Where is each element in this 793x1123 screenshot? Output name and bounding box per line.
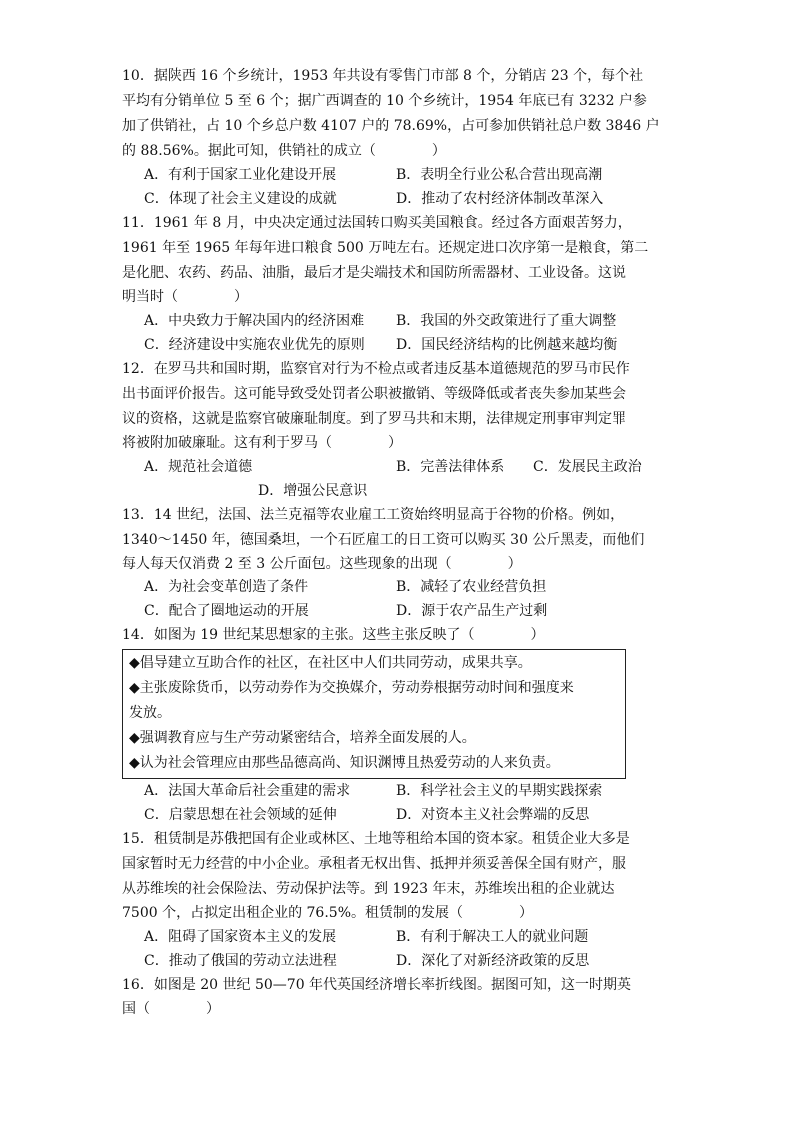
question-10-option-a[interactable]: A．有利于国家工业化建设开展: [144, 167, 337, 183]
question-11-option-a[interactable]: A．中央致力于解决国内的经济困难: [144, 313, 365, 329]
question-15-option-b[interactable]: B．有利于解决工人的就业问题: [396, 929, 589, 945]
question-13-line-1: 13．14 世纪，法国、法兰克福等农业雇工工资始终明显高于谷物的价格。例如，: [122, 507, 625, 523]
question-11-line-2: 1961 年至 1965 年每年进口粮食 500 万吨左右。还规定进口次序第一是粮食，第二: [122, 240, 649, 256]
question-11-option-d[interactable]: D．国民经济结构的比例越来越均衡: [396, 337, 618, 353]
question-11-line-3: 是化肥、农药、药品、油脂，最后才是尖端技术和国防所需器材、工业设备。这说: [122, 265, 626, 281]
question-10-line-2: 平均有分销单位 5 至 6 个；据广西调查的 10 个乡统计，1954 年底已有 3232 户参: [122, 93, 647, 109]
question-15-line-2: 国家暂时无力经营的中小企业。承租者无权出售、抵押并须妥善保全国有财产，服: [122, 856, 626, 872]
question-12-line-3: 议的资格，这就是监察官破廉耻制度。到了罗马共和末期，法律规定刑事审判定罪: [122, 411, 626, 427]
question-12-line-1: 12．在罗马共和国时期，监察官对行为不检点或者违反基本道德规范的罗马市民作: [122, 361, 630, 377]
question-16-line-1: 16．如图是 20 世纪 50—70 年代英国经济增长率折线图。据图可知，这一时期英: [122, 977, 632, 993]
question-10-line-4: 的 88.56%。据此可知，供销社的成立（ ）: [122, 143, 446, 159]
question-15-line-4: 7500 个，占拟定出租企业的 76.5%。租赁制的发展（ ）: [122, 905, 534, 921]
question-13-option-a[interactable]: A．为社会变革创造了条件: [144, 579, 309, 595]
materials-line-1: ◆倡导建立互助合作的社区，在社区中人们共同劳动，成果共享。: [129, 655, 532, 671]
question-10-option-b[interactable]: B．表明全行业公私合营出现高潮: [396, 167, 603, 183]
materials-line-4: ◆强调教育应与生产劳动紧密结合，培养全面发展的人。: [129, 730, 476, 746]
question-14-option-c[interactable]: C．启蒙思想在社会领域的延伸: [144, 807, 337, 823]
question-12-line-4: 将被附加破廉耻。这有利于罗马（ ）: [122, 435, 402, 451]
question-14-option-d[interactable]: D．对资本主义社会弊端的反思: [396, 807, 590, 823]
question-13-option-d[interactable]: D．源于农产品生产过剩: [396, 603, 548, 619]
materials-line-2: ◆主张废除货币，以劳动券作为交换媒介，劳动券根据劳动时间和强度来: [129, 680, 574, 696]
question-13-option-c[interactable]: C．配合了圈地运动的开展: [144, 603, 309, 619]
question-12-option-a[interactable]: A．规范社会道德: [144, 459, 253, 475]
question-11-option-c[interactable]: C．经济建设中实施农业优先的原则: [144, 337, 365, 353]
question-13-line-3: 每人每天仅消费 2 至 3 公斤面包。这些现象的出现（ ）: [122, 556, 522, 572]
question-10-option-d[interactable]: D．推动了农村经济体制改革深入: [396, 191, 604, 207]
question-10-line-1: 10．据陕西 16 个乡统计，1953 年共设有零售门市部 8 个，分销店 23 个，每个社: [122, 68, 644, 84]
question-13-option-b[interactable]: B．减轻了农业经营负担: [396, 579, 547, 595]
question-12-option-d[interactable]: D．增强公民意识: [258, 483, 368, 499]
question-13-line-2: 1340～1450 年，德国桑坦，一个石匠雇工的日工资可以购买 30 公斤黑麦，而他们: [122, 532, 645, 548]
question-12-option-b[interactable]: B．完善法律体系: [396, 459, 505, 475]
question-15-option-c[interactable]: C．推动了俄国的劳动立法进程: [144, 953, 337, 969]
question-11-line-4: 明当时（ ）: [122, 289, 248, 305]
question-15-line-3: 从苏维埃的社会保险法、劳动保护法等。到 1923 年末，苏维埃出租的企业就达: [122, 881, 615, 897]
question-12-option-c[interactable]: C．发展民主政治: [533, 459, 642, 475]
question-14-materials-box: [122, 649, 626, 779]
question-10-line-3: 加了供销社，占 10 个乡总户数 4107 户的 78.69%，占可参加供销社总户数 3846 户: [122, 118, 660, 134]
materials-line-5: ◆认为社会管理应由那些品德高尚、知识渊博且热爱劳动的人来负责。: [129, 755, 560, 771]
materials-line-3: 发放。: [129, 705, 171, 721]
question-14-line-1: 14．如图为 19 世纪某思想家的主张。这些主张反映了（ ）: [122, 627, 545, 643]
question-15-line-1: 15．租赁制是苏俄把国有企业或林区、土地等租给本国的资本家。租赁企业大多是: [122, 831, 630, 847]
question-15-option-a[interactable]: A．阻碍了国家资本主义的发展: [144, 929, 337, 945]
question-15-option-d[interactable]: D．深化了对新经济政策的反思: [396, 953, 590, 969]
question-12-line-2: 出书面评价报告。这可能导致受处罚者公职被撤销、等级降低或者丧失参加某些会: [122, 386, 626, 402]
question-11-line-1: 11．1961 年 8 月，中央决定通过法国转口购买美国粮食。经过各方面艰苦努力，: [122, 215, 632, 231]
question-14-option-b[interactable]: B．科学社会主义的早期实践探索: [396, 783, 603, 799]
question-14-option-a[interactable]: A．法国大革命后社会重建的需求: [144, 783, 351, 799]
question-16-line-2: 国（ ）: [122, 1001, 220, 1017]
question-10-option-c[interactable]: C．体现了社会主义建设的成就: [144, 191, 337, 207]
question-11-option-b[interactable]: B．我国的外交政策进行了重大调整: [396, 313, 617, 329]
